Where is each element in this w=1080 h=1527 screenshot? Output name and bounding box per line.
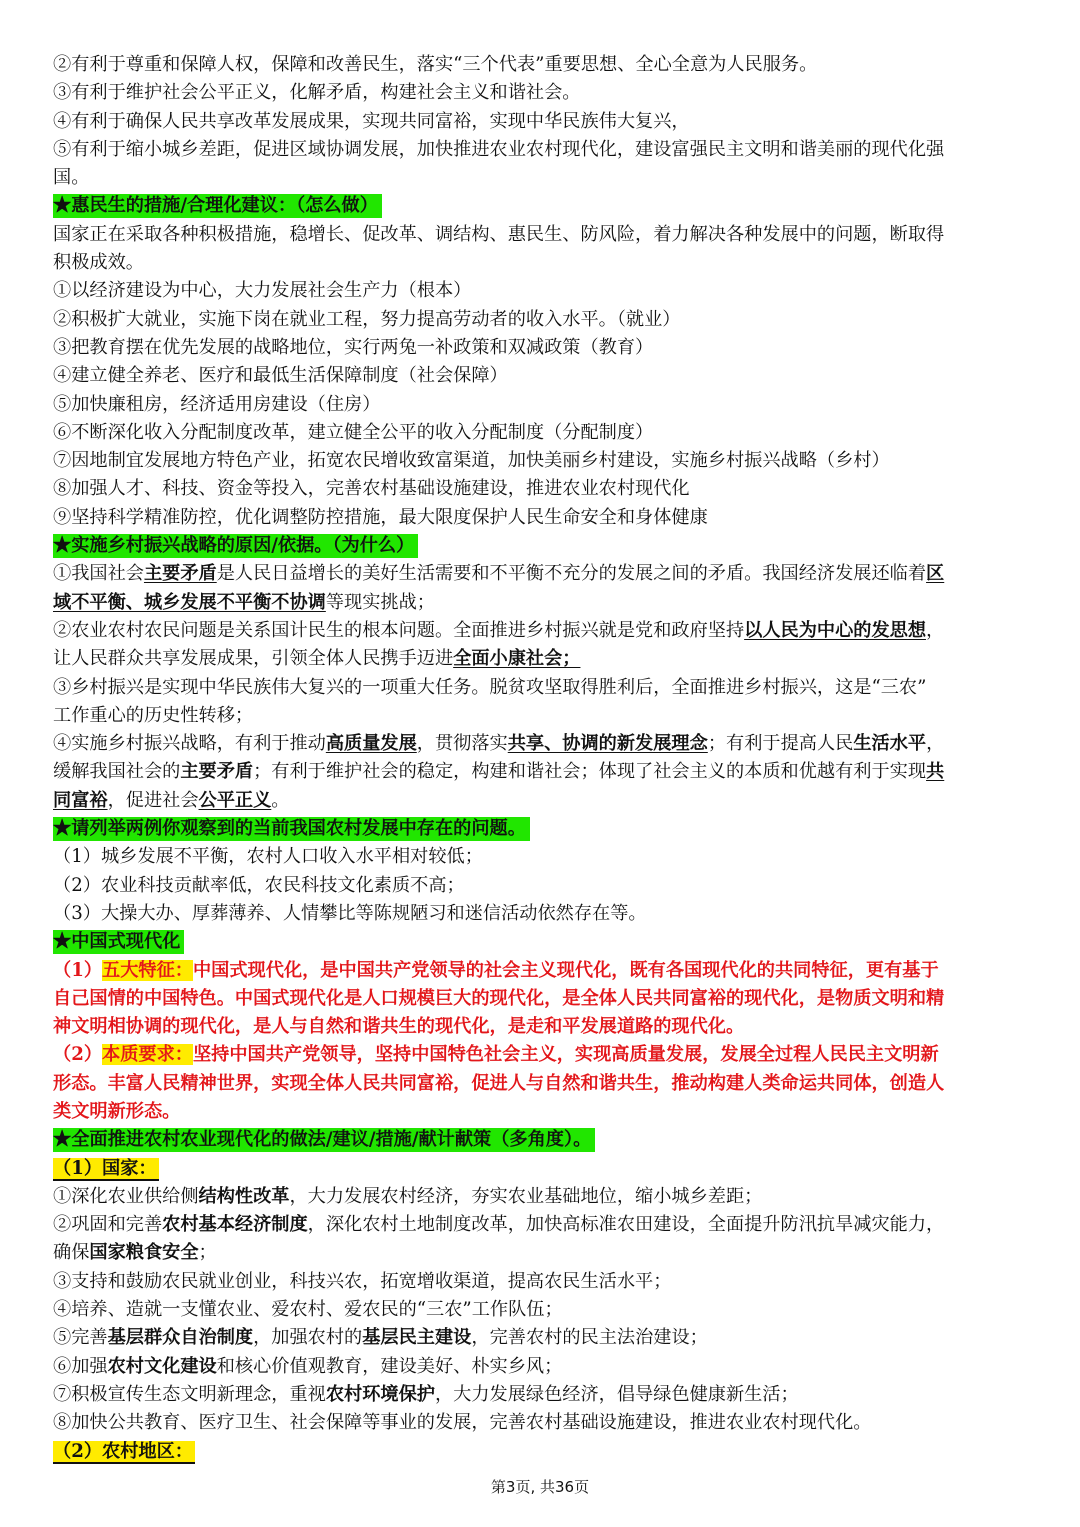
- text-segment: ④建立健全养老、医疗和最低生活保障制度（社会保障）: [53, 365, 508, 387]
- text-segment: 共享、协调的新发展理念: [507, 733, 708, 755]
- text-segment: （3）大操大办、厚葬薄养、人情攀比等陈规陋习和迷信活动依然存在等。: [53, 902, 647, 924]
- text-segment: 共: [926, 761, 945, 783]
- text-segment: ，加强农村的: [253, 1327, 363, 1349]
- text-segment: 主要矛盾: [143, 563, 217, 585]
- text-line: [53, 334, 1033, 362]
- document-body: [53, 51, 1033, 1466]
- text-segment: ，深化农村土地制度改革，加快高标准农田建设，全面提升防汛抗旱减灾能力，: [307, 1214, 945, 1236]
- text-line: [53, 843, 1033, 871]
- text-segment: 积极成效。: [53, 252, 144, 274]
- text-line: [53, 617, 1033, 645]
- text-segment: 农村基本经济制度: [162, 1214, 308, 1236]
- text-segment: 自己国情的中国特色。中国式现代化是人口规模巨大的现代化，是全体人民共同富裕的现代化，是物质文明和精: [53, 987, 945, 1009]
- section-heading: [53, 928, 1033, 956]
- text-line: [53, 1211, 1033, 1239]
- text-line: [53, 277, 1033, 305]
- text-segment: ②有利于尊重和保障人权，保障和改善民生，落实“三个代表”重要思想、全心全意为人民服务。: [53, 54, 818, 75]
- text-segment: 缓解我国社会的: [53, 761, 181, 783]
- text-line: [53, 447, 1033, 475]
- text-segment: ③把教育摆在优先发展的战略地位，实行两兔一补政策和双减政策（教育）: [53, 336, 654, 358]
- text-segment: ③乡村振兴是实现中华民族伟大复兴的一项重大任务。脱贫攻坚取得胜利后，全面推进乡村振兴，这是“三农”: [53, 676, 927, 698]
- text-segment: 高质量发展: [325, 733, 417, 755]
- text-segment: ①我国社会: [53, 563, 144, 585]
- text-segment: ⑥加强: [53, 1355, 108, 1377]
- text-segment: ⑥不断深化收入分配制度改革，建立健全公平的收入分配制度（分配制度）: [53, 421, 654, 443]
- text-line: [53, 730, 1033, 758]
- text-segment: ④实施乡村振兴战略，有利于推动: [53, 733, 326, 755]
- text-segment: 。: [271, 789, 290, 811]
- text-line: [53, 1013, 1033, 1041]
- text-line: [53, 504, 1033, 532]
- text-segment: ②巩固和完善: [53, 1214, 163, 1236]
- text-line: [53, 645, 1033, 673]
- text-segment: ；: [198, 1242, 217, 1264]
- text-segment: ，: [926, 619, 945, 641]
- text-segment: ①深化农业供给侧: [53, 1185, 199, 1207]
- text-line: [53, 985, 1033, 1013]
- text-segment: ，贯彻落实: [416, 733, 508, 755]
- text-segment: （1）国家：: [53, 1157, 157, 1179]
- text-segment: ，: [926, 733, 945, 755]
- section-heading: [53, 815, 1033, 843]
- text-segment: ，大力发展农村经济，夯实农业基础地位，缩小城乡差距；: [289, 1185, 763, 1207]
- text-segment: 等现实挑战；: [325, 591, 435, 613]
- text-segment: ；有利于提高人民: [707, 733, 854, 755]
- text-segment: 坚持中国共产党领导，坚持中国特色社会主义，实现高质量发展，发展全过程人民民主文明新: [192, 1044, 939, 1066]
- text-line: [53, 1409, 1033, 1437]
- text-line: [53, 1296, 1033, 1324]
- text-segment: 区: [926, 563, 945, 585]
- text-segment: 工作重心的历史性转移；: [53, 704, 254, 726]
- text-segment: 公平正义: [198, 789, 272, 811]
- text-line: [53, 419, 1033, 447]
- text-line: [53, 108, 1033, 136]
- text-line: [53, 758, 1033, 786]
- text-segment: ⑨坚持科学精准防控，优化调整防控措施，最大限度保护人民生命安全和身体健康: [53, 506, 708, 528]
- text-segment: ★中国式现代化: [53, 930, 184, 954]
- text-segment: ★全面推进农村农业现代化的做法/建议/措施/献计献策（多角度）。: [53, 1128, 595, 1152]
- text-line: [53, 475, 1033, 503]
- subsection-heading: [53, 1155, 1033, 1183]
- text-line: [53, 79, 1033, 107]
- text-segment: 基层群众自治制度: [107, 1327, 254, 1349]
- text-line: [53, 136, 1033, 164]
- section-heading: [53, 192, 1033, 220]
- text-segment: 生活水平: [853, 733, 927, 755]
- text-segment: ②农业农村农民问题是关系国计民生的根本问题。全面推进乡村振兴就是党和政府坚持: [53, 619, 745, 641]
- text-line: [53, 957, 1033, 985]
- text-line: [53, 589, 1033, 617]
- text-segment: ④有利于确保人民共享改革发展成果，实现共同富裕，实现中华民族伟大复兴，: [53, 110, 690, 132]
- text-segment: 五大特征：: [102, 959, 193, 981]
- text-segment: 以人民为中心的发思想: [744, 619, 927, 641]
- section-heading: [53, 1126, 1033, 1154]
- text-segment: 确保: [53, 1242, 90, 1264]
- text-line: [53, 787, 1033, 815]
- section-heading: [53, 532, 1033, 560]
- text-segment: ②积极扩大就业，实施下岗在就业工程，努力提高劳动者的收入水平。（就业）: [53, 308, 681, 330]
- text-segment: （1）城乡发展不平衡，农村人口收入水平相对较低；: [53, 846, 483, 868]
- text-segment: 国家正在采取各种积极措施，稳增长、促改革、调结构、惠民生、防风险，着力解决各种发展中的问题，断取得: [53, 223, 945, 245]
- text-segment: ；有利于维护社会的稳定，构建和谐社会；体现了社会主义的本质和优越有利于实现: [253, 761, 927, 783]
- text-line: [53, 872, 1033, 900]
- text-line: [53, 1098, 1033, 1126]
- text-segment: 神文明相协调的现代化，是人与自然和谐共生的现代化，是走和平发展道路的现代化。: [53, 1016, 745, 1038]
- text-line: [53, 164, 1033, 192]
- text-line: [53, 1070, 1033, 1098]
- text-line: [53, 221, 1033, 249]
- text-line: [53, 1353, 1033, 1381]
- text-segment: 域不平衡、城乡发展不平衡不协调: [53, 591, 326, 613]
- text-segment: 本质要求：: [102, 1044, 193, 1066]
- text-segment: （2）: [53, 1044, 103, 1066]
- text-segment: 全面小康社会；: [453, 648, 581, 670]
- text-segment: 是人民日益增长的美好生活需要和不平衡不充分的发展之间的矛盾。我国经济发展还临着: [216, 563, 927, 585]
- text-segment: 类文明新形态。: [53, 1100, 181, 1122]
- text-segment: ，完善农村的民主法治建设；: [471, 1327, 708, 1349]
- text-segment: ⑦积极宣传生态文明新理念，重视: [53, 1383, 326, 1405]
- text-segment: ④培养、造就一支懂农业、爱农村、爱农民的“三农”工作队伍；: [53, 1299, 563, 1321]
- text-line: [53, 249, 1033, 277]
- text-segment: ，大力发展绿色经济，倡导绿色健康新生活；: [434, 1383, 799, 1405]
- text-segment: 让人民群众共享发展成果，引领全体人民携手迈进: [53, 648, 454, 670]
- text-line: [53, 1268, 1033, 1296]
- text-line: [53, 51, 1033, 79]
- text-line: [53, 1183, 1033, 1211]
- text-segment: ，促进社会: [107, 789, 199, 811]
- text-segment: （2）农村地区：: [53, 1440, 193, 1462]
- text-line: [53, 1239, 1033, 1267]
- text-segment: 国。: [53, 167, 90, 189]
- text-segment: ⑤加快廉租房，经济适用房建设（住房）: [53, 393, 381, 415]
- text-segment: 同富裕: [53, 789, 108, 811]
- text-segment: ⑤有利于缩小城乡差距，促进区域协调发展，加快推进农业农村现代化，建设富强民主文明和谐美丽的现代化强: [53, 138, 945, 160]
- text-line: [53, 306, 1033, 334]
- text-segment: ⑦因地制宜发展地方特色产业，拓宽农民增收致富渠道，加快美丽乡村建设，实施乡村振兴战略（乡村）: [53, 450, 890, 472]
- text-line: [53, 900, 1033, 928]
- text-segment: （1）: [53, 959, 103, 981]
- text-segment: ①以经济建设为中心，大力发展社会生产力（根本）: [53, 280, 472, 302]
- text-segment: 中国式现代化，是中国共产党领导的社会主义现代化，既有各国现代化的共同特征，更有基于: [192, 959, 939, 981]
- text-segment: 主要矛盾: [180, 761, 254, 783]
- text-segment: 农村环境保护: [325, 1383, 435, 1405]
- text-line: [53, 391, 1033, 419]
- text-segment: 和核心价值观教育，建设美好、朴实乡风；: [216, 1355, 563, 1377]
- text-segment: ★请列举两例你观察到的当前我国农村发展中存在的问题。: [53, 817, 530, 841]
- text-segment: 农村文化建设: [107, 1355, 217, 1377]
- subsection-heading: [53, 1438, 1033, 1466]
- page-number: 第3页, 共36页: [490, 1478, 590, 1496]
- text-segment: ⑤完善: [53, 1327, 108, 1349]
- text-line: [53, 362, 1033, 390]
- text-line: [53, 1041, 1033, 1069]
- text-segment: ⑧加强人才、科技、资金等投入，完善农村基础设施建设，推进农业农村现代化: [53, 478, 690, 500]
- text-segment: 形态。丰富人民精神世界，实现全体人民共同富裕，促进人与自然和谐共生，推动构建人类命运共同体，创造人: [53, 1072, 945, 1094]
- text-line: [53, 1381, 1033, 1409]
- text-segment: （2）农业科技贡献率低，农民科技文化素质不高；: [53, 874, 465, 896]
- text-segment: ★实施乡村振兴战略的原因/依据。（为什么）: [53, 534, 418, 558]
- text-segment: ★惠民生的措施/合理化建议：（怎么做）: [53, 194, 382, 218]
- text-segment: ⑧加快公共教育、医疗卫生、社会保障等事业的发展，完善农村基础设施建设，推进农业农村现代化。: [53, 1412, 872, 1434]
- text-segment: 国家粮食安全: [89, 1242, 199, 1264]
- text-segment: ③支持和鼓励农民就业创业，科技兴农，拓宽增收渠道，提高农民生活水平；: [53, 1270, 672, 1292]
- text-segment: 结构性改革: [198, 1185, 290, 1207]
- text-segment: ③有利于维护社会公平正义，化解矛盾，构建社会主义和谐社会。: [53, 82, 581, 104]
- text-segment: 基层民主建设: [362, 1327, 472, 1349]
- text-line: [53, 674, 1033, 702]
- text-line: [53, 1324, 1033, 1352]
- text-line: [53, 702, 1033, 730]
- text-line: [53, 560, 1033, 588]
